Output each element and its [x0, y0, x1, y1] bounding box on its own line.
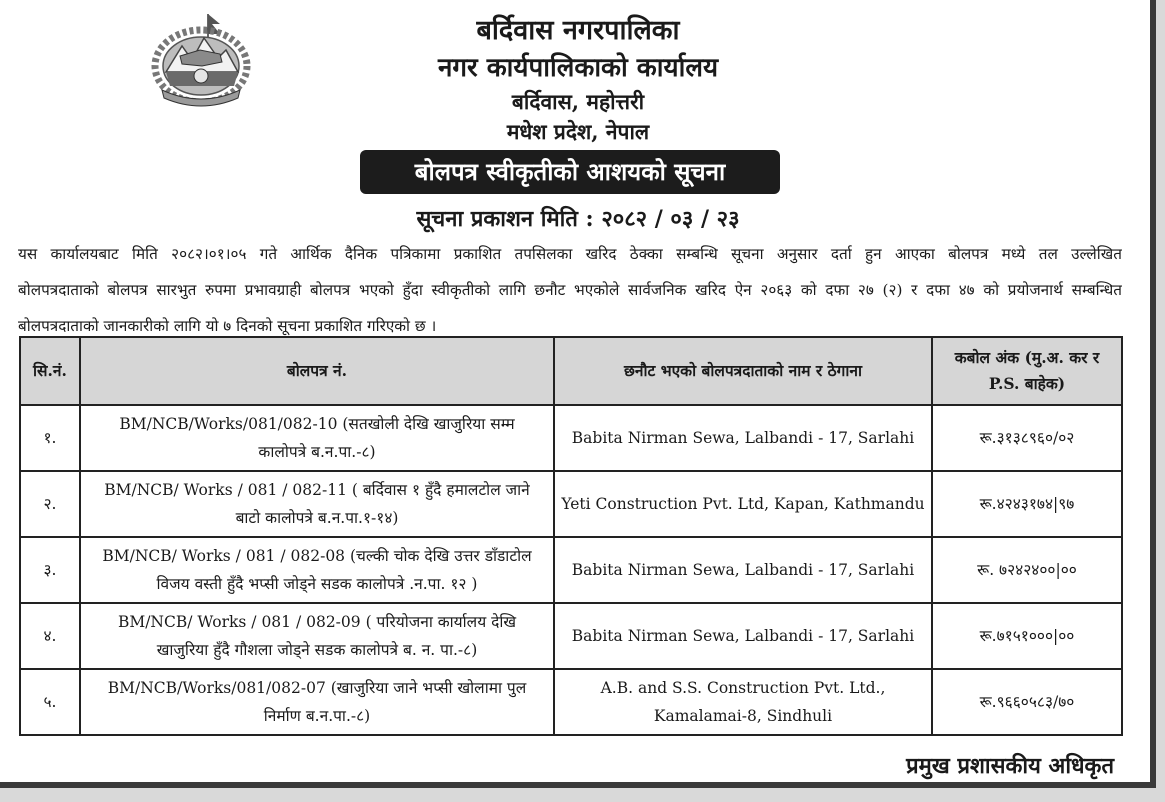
cell-bid-no	[80, 537, 554, 603]
cell-line: खाजुरिया हुँदै गौशला जोड्ने सडक कालोपत्रे ब. न. पा.-८)	[156, 641, 478, 659]
cell-line: Babita Nirman Sewa, Lalbandi - 17, Sarlahi	[571, 561, 915, 579]
cell-amount: रू. ७२४२४००|००	[932, 537, 1122, 603]
header-sn: सि.नं.	[20, 337, 80, 405]
cell-line: कालोपत्रे ब.न.पा.-८)	[258, 443, 376, 461]
header-bidder: छनौट भएको बोलपत्रदाताको नाम र ठेगाना	[554, 337, 932, 405]
cell-amount: रू.३१३८९६०/०२	[932, 405, 1122, 471]
cell-sn: ३.	[20, 537, 80, 603]
cell-line: BM/NCB/ Works / 081 / 082-09 ( परियोजना कार्यालय देखि	[117, 613, 517, 631]
cell-line: Babita Nirman Sewa, Lalbandi - 17, Sarlahi	[571, 429, 915, 447]
cell-bidder	[554, 537, 932, 603]
cell-amount: रू.९६६०५८३/७०	[932, 669, 1122, 735]
selected-bids-table	[19, 336, 1123, 736]
header-amount-line: कबोल अंक (मु.अ. कर र	[954, 348, 1100, 367]
table-row	[20, 537, 1122, 603]
cell-amount: रू.४२४३१७४|९७	[932, 471, 1122, 537]
cell-line: निर्माण ब.न.पा.-८)	[263, 707, 371, 725]
cell-line: विजय वस्ती हुँदै भप्सी जोड्ने सडक कालोपत्रे .न.पा. १२ )	[156, 575, 478, 593]
cell-bid-no	[80, 405, 554, 471]
cell-line: बाटो कालोपत्रे ब.न.पा.१-१४)	[235, 509, 399, 527]
cell-bid-no	[80, 603, 554, 669]
body-line: यस कार्यालयबाट मिति २०८२।०१।०५ गते आर्थिक दैनिक पत्रिकामा प्रकाशित तपसिलका खरिद ठेक्का सम्बन्धि सूचना अनुसार दर्ता हुन आएका बोलपत्र मध्ये तल उल्लेखित	[18, 245, 1122, 263]
publication-date: सूचना प्रकाशन मिति : २०८२ / ०३ / २३	[416, 206, 740, 232]
office-address: बर्दिवास, महोत्तरी	[511, 89, 645, 114]
table-row	[20, 669, 1122, 735]
table-header-row	[20, 337, 1122, 405]
office-province: मधेश प्रदेश, नेपाल	[506, 119, 650, 144]
cell-line: Kamalamai-8, Sindhuli	[653, 707, 833, 725]
cell-line: Yeti Construction Pvt. Ltd, Kapan, Kathmandu	[561, 495, 925, 513]
cell-sn: ५.	[20, 669, 80, 735]
cell-sn: ४.	[20, 603, 80, 669]
cell-line: BM/NCB/ Works / 081 / 082-11 ( बर्दिवास १ हुँदै हमालटोल जाने	[104, 481, 530, 499]
header-amount-line: P.S. बाहेक)	[988, 374, 1066, 393]
signatory-title: प्रमुख प्रशासकीय अधिकृत	[906, 753, 1114, 779]
cell-sn: २.	[20, 471, 80, 537]
cell-amount: रू.७१५१०००|००	[932, 603, 1122, 669]
table-row	[20, 603, 1122, 669]
cell-line: BM/NCB/Works/081/082-07 (खाजुरिया जाने भप्सी खोलामा पुल	[107, 679, 527, 697]
notice-body	[18, 236, 1122, 344]
body-line: बोलपत्रदाताको बोलपत्र सारभुत रुपमा प्रभावग्राही बोलपत्र भएको हुँदा स्वीकृतीको लागि छनौट भएकोले सार्वजनिक खरिद ऐन २०६३ को दफा २७ (२) र दफा ४७ को प्रयोजनार्थ सम्बन्धित	[18, 281, 1122, 299]
cell-line: A.B. and S.S. Construction Pvt. Ltd.,	[600, 679, 886, 697]
cell-sn: १.	[20, 405, 80, 471]
notice-title: बोलपत्र स्वीकृतीको आशयको सूचना	[360, 150, 780, 194]
cell-bid-no	[80, 471, 554, 537]
cell-bidder	[554, 471, 932, 537]
cell-line: BM/NCB/Works/081/082-10 (सतखोली देखि खाजुरिया सम्म	[119, 415, 515, 433]
cell-bid-no	[80, 669, 554, 735]
header-bid-no: बोलपत्र नं.	[80, 337, 554, 405]
table-row	[20, 405, 1122, 471]
header-amount	[932, 337, 1122, 405]
office-name: नगर कार्यपालिकाको कार्यालय	[437, 53, 719, 83]
cell-bidder	[554, 669, 932, 735]
cell-line: Babita Nirman Sewa, Lalbandi - 17, Sarlahi	[571, 627, 915, 645]
cell-bidder	[554, 405, 932, 471]
cell-line: BM/NCB/ Works / 081 / 082-08 (चल्की चोक देखि उत्तर डाँडाटोल	[102, 547, 532, 565]
cell-bidder	[554, 603, 932, 669]
table-row	[20, 471, 1122, 537]
body-line: बोलपत्रदाताको जानकारीको लागि यो ७ दिनको सूचना प्रकाशित गरिएको छ ।	[18, 317, 437, 335]
municipality-name: बर्दिवास नगरपालिका	[476, 15, 680, 46]
